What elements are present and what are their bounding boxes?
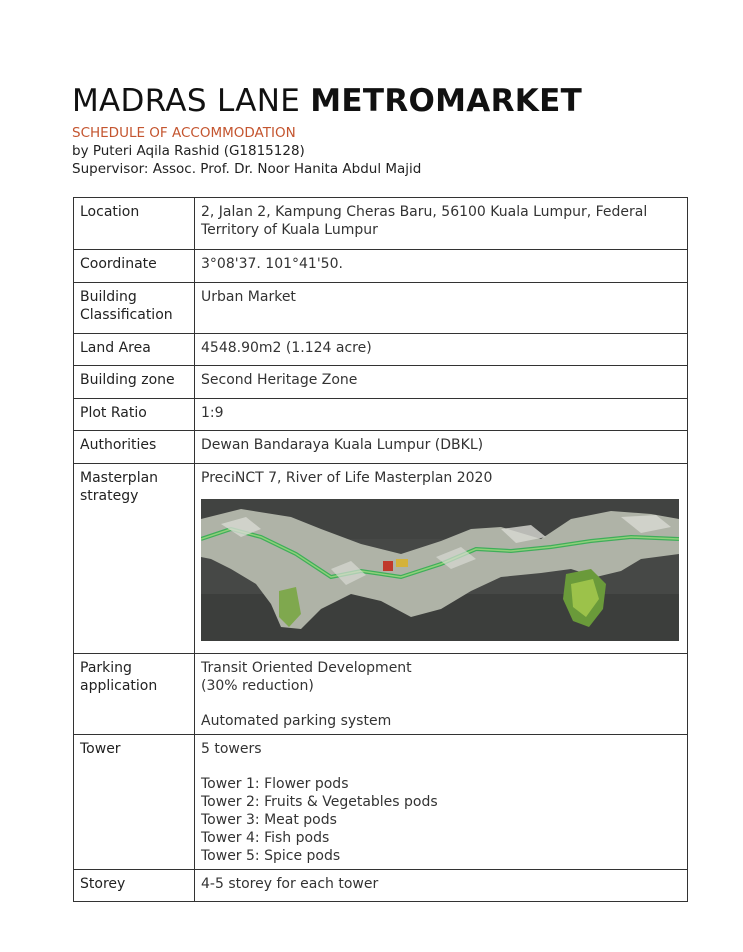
table-row (74, 464, 688, 654)
row-value: Urban Market (195, 283, 688, 334)
row-label: Building zone (74, 366, 195, 399)
parking-line: Automated parking system (201, 713, 392, 729)
author-line: by Puteri Aqila Rashid (G1815128) (72, 143, 305, 159)
masterplan-aerial-image (201, 499, 679, 641)
tower-item: Tower 2: Fruits & Vegetables pods (201, 794, 438, 810)
table-row (74, 735, 688, 870)
row-value (195, 654, 688, 735)
masterplan-text: PreciNCT 7, River of Life Masterplan 2020 (201, 470, 493, 486)
table-row (74, 198, 688, 250)
row-value: Second Heritage Zone (195, 366, 688, 399)
row-value: 4-5 storey for each tower (195, 870, 688, 902)
row-label: Coordinate (74, 250, 195, 283)
row-label: Authorities (74, 431, 195, 464)
supervisor-line: Supervisor: Assoc. Prof. Dr. Noor Hanita Abdul Majid (72, 161, 422, 177)
table-row (74, 366, 688, 399)
table-row (74, 654, 688, 735)
tower-item: Tower 4: Fish pods (201, 830, 330, 846)
row-label: Masterplan strategy (74, 464, 195, 654)
row-value: 3°08'37. 101°41'50. (195, 250, 688, 283)
parking-line: (30% reduction) (201, 678, 314, 694)
table-row (74, 250, 688, 283)
row-value: 1:9 (195, 399, 688, 431)
title-bold: METROMARKET (310, 83, 583, 119)
tower-item: Tower 3: Meat pods (201, 812, 337, 828)
row-label: Plot Ratio (74, 399, 195, 431)
row-value (195, 735, 688, 870)
table-row (74, 870, 688, 902)
table-row (74, 399, 688, 431)
table-row (74, 283, 688, 334)
tower-item: Tower 1: Flower pods (201, 776, 349, 792)
tower-item: Tower 5: Spice pods (201, 848, 341, 864)
table-row (74, 431, 688, 464)
page-title (72, 82, 688, 120)
parking-line: Transit Oriented Development (201, 660, 412, 676)
tower-count: 5 towers (201, 741, 262, 757)
masterplan-map-graphic (201, 499, 679, 641)
row-value: 2, Jalan 2, Kampung Cheras Baru, 56100 Kuala Lumpur, Federal Territory of Kuala Lumpur (195, 198, 688, 250)
page-header (72, 82, 688, 178)
row-value: 4548.90m2 (1.124 acre) (195, 334, 688, 366)
row-label: Land Area (74, 334, 195, 366)
row-label: Tower (74, 735, 195, 870)
document-subtitle: SCHEDULE OF ACCOMMODATION (72, 125, 296, 141)
accommodation-table (73, 197, 688, 902)
title-light: MADRAS LANE (72, 83, 311, 119)
row-value (195, 464, 688, 654)
row-label: Building Classification (74, 283, 195, 334)
table-row (74, 334, 688, 366)
row-value: Dewan Bandaraya Kuala Lumpur (DBKL) (195, 431, 688, 464)
row-label: Location (74, 198, 195, 250)
row-label: Parking application (74, 654, 195, 735)
row-label: Storey (74, 870, 195, 902)
